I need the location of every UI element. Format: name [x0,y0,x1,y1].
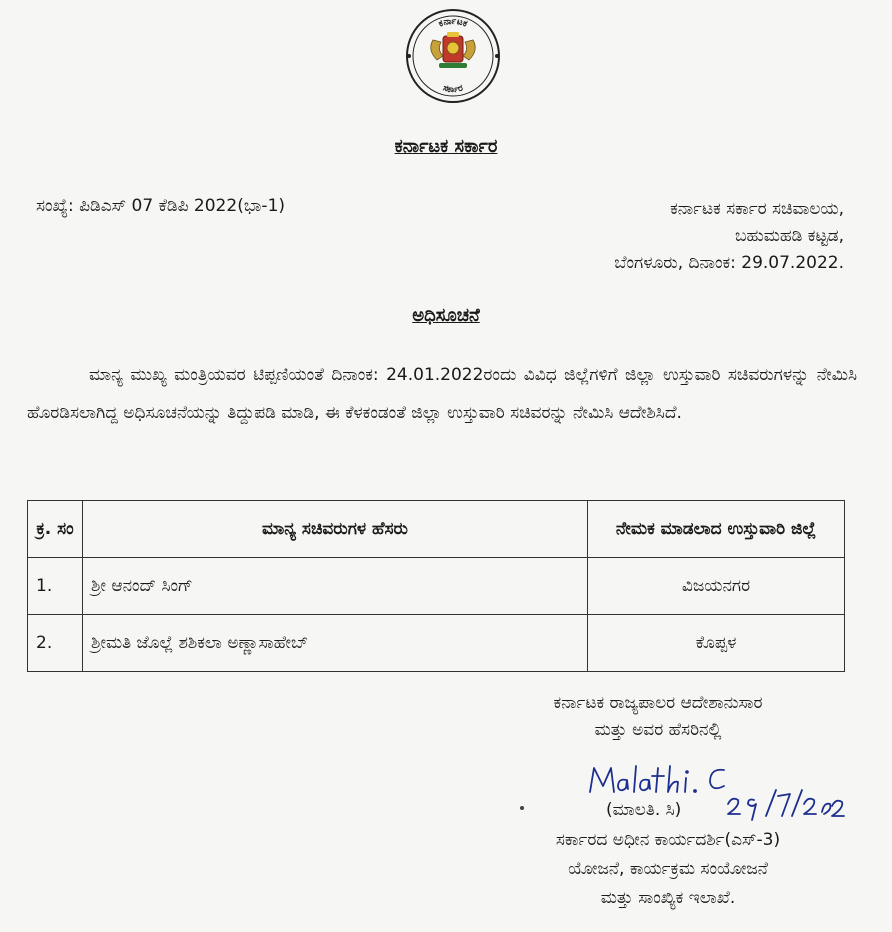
table-row [28,558,845,615]
address-line-date: ಬೆಂಗಳೂರು, ದಿನಾಂಕ: 29.07.2022. [614,253,844,273]
notification-body: ಮಾನ್ಯ ಮುಖ್ಯ ಮಂತ್ರಿಯವರ ಟಿಪ್ಪಣಿಯಂತೆ ದಿನಾಂಕ: 24.01.2022ರಂದು ವಿವಿಧ ಜಿಲ್ಲೆಗಳಿಗೆ ಜಿಲ್ಲಾ ಉಸ್ತುವಾರಿ ಸಚಿವರುಗಳನ್ನು ನೇಮಿಸಿ ಹೊರಡಿಸಲಾಗಿದ್ದ ಅಧಿಸೂಚನೆಯನ್ನು ತಿದ್ದುಪಡಿ ಮಾಡಿ, ಈ ಕೆಳಕಂಡಂತೆ ಜಿಲ್ಲಾ ಉಸ್ತುವಾರಿ ಸಚಿವರನ್ನು ನೇಮಿಸಿ ಆದೇಶಿಸಿದೆ. [27,365,857,423]
document-title: ಕರ್ನಾಟಕ ಸರ್ಕಾರ [394,136,498,157]
svg-text:ಕರ್ನಾಟಕ: ಕರ್ನಾಟಕ [437,16,469,30]
ministers-district-table [27,500,845,672]
column-header-district: ನೇಮಕ ಮಾಡಲಾದ ಉಸ್ತುವಾರಿ ಜಿಲ್ಲೆ [588,501,845,558]
table-row [28,615,845,672]
designation-line: ಮತ್ತು ಸಾಂಖ್ಯಿಕ ಇಲಾಖೆ. [600,888,736,908]
cell-minister-name: ಶ್ರೀ ಆನಂದ್ ಸಿಂಗ್ [83,558,588,615]
notification-title: ಅಧಿಸೂಚನೆ [412,305,480,326]
designation-line: ಸರ್ಕಾರದ ಅಧೀನ ಕಾರ್ಯದರ್ಶಿ(ಎಸ್-3) [555,830,781,850]
column-header-name: ಮಾನ್ಯ ಸಚಿವರುಗಳ ಹೆಸರು [83,501,588,558]
designation-line: ಯೋಜನೆ, ಕಾರ್ಯಕ್ರಮ ಸಂಯೋಜನೆ [568,859,768,879]
svg-text:ಸರ್ಕಾರ: ಸರ್ಕಾರ [441,83,465,96]
signer-designation [470,826,866,913]
signer-name: (ಮಾಲತಿ. ಸಿ) [606,800,682,820]
emblem-icon [431,32,476,68]
cell-serial: 2. [28,615,83,672]
order-line: ಮತ್ತು ಅವರ ಹೆಸರಿನಲ್ಲಿ [594,720,722,740]
cell-district: ಕೊಪ್ಪಳ [588,615,845,672]
reference-number: ಸಂಖ್ಯೆ: ಪಿಡಿಎಸ್ 07 ಕೆಡಿಪಿ 2022(ಭಾ-1) [36,196,286,216]
karnataka-emblem-seal [399,6,507,106]
cell-serial: 1. [28,558,83,615]
office-address [614,196,844,277]
address-line: ಬಹುಮಹಡಿ ಕಟ್ಟಡ, [735,226,844,246]
table-header-row [28,501,845,558]
ink-dot [520,806,524,810]
governor-order-line [460,690,856,744]
column-header-serial: ಕ್ರ. ಸಂ [28,501,83,558]
cell-district: ವಿಜಯನಗರ [588,558,845,615]
address-line: ಕರ್ನಾಟಕ ಸರ್ಕಾರ ಸಚಿವಾಲಯ, [670,199,844,219]
order-line: ಕರ್ನಾಟಕ ರಾಜ್ಯಪಾಲರ ಆದೇಶಾನುಸಾರ [553,693,763,713]
cell-minister-name: ಶ್ರೀಮತಿ ಜೊಲ್ಲೆ ಶಶಿಕಲಾ ಅಣ್ಣಾಸಾಹೇಬ್ [83,615,588,672]
